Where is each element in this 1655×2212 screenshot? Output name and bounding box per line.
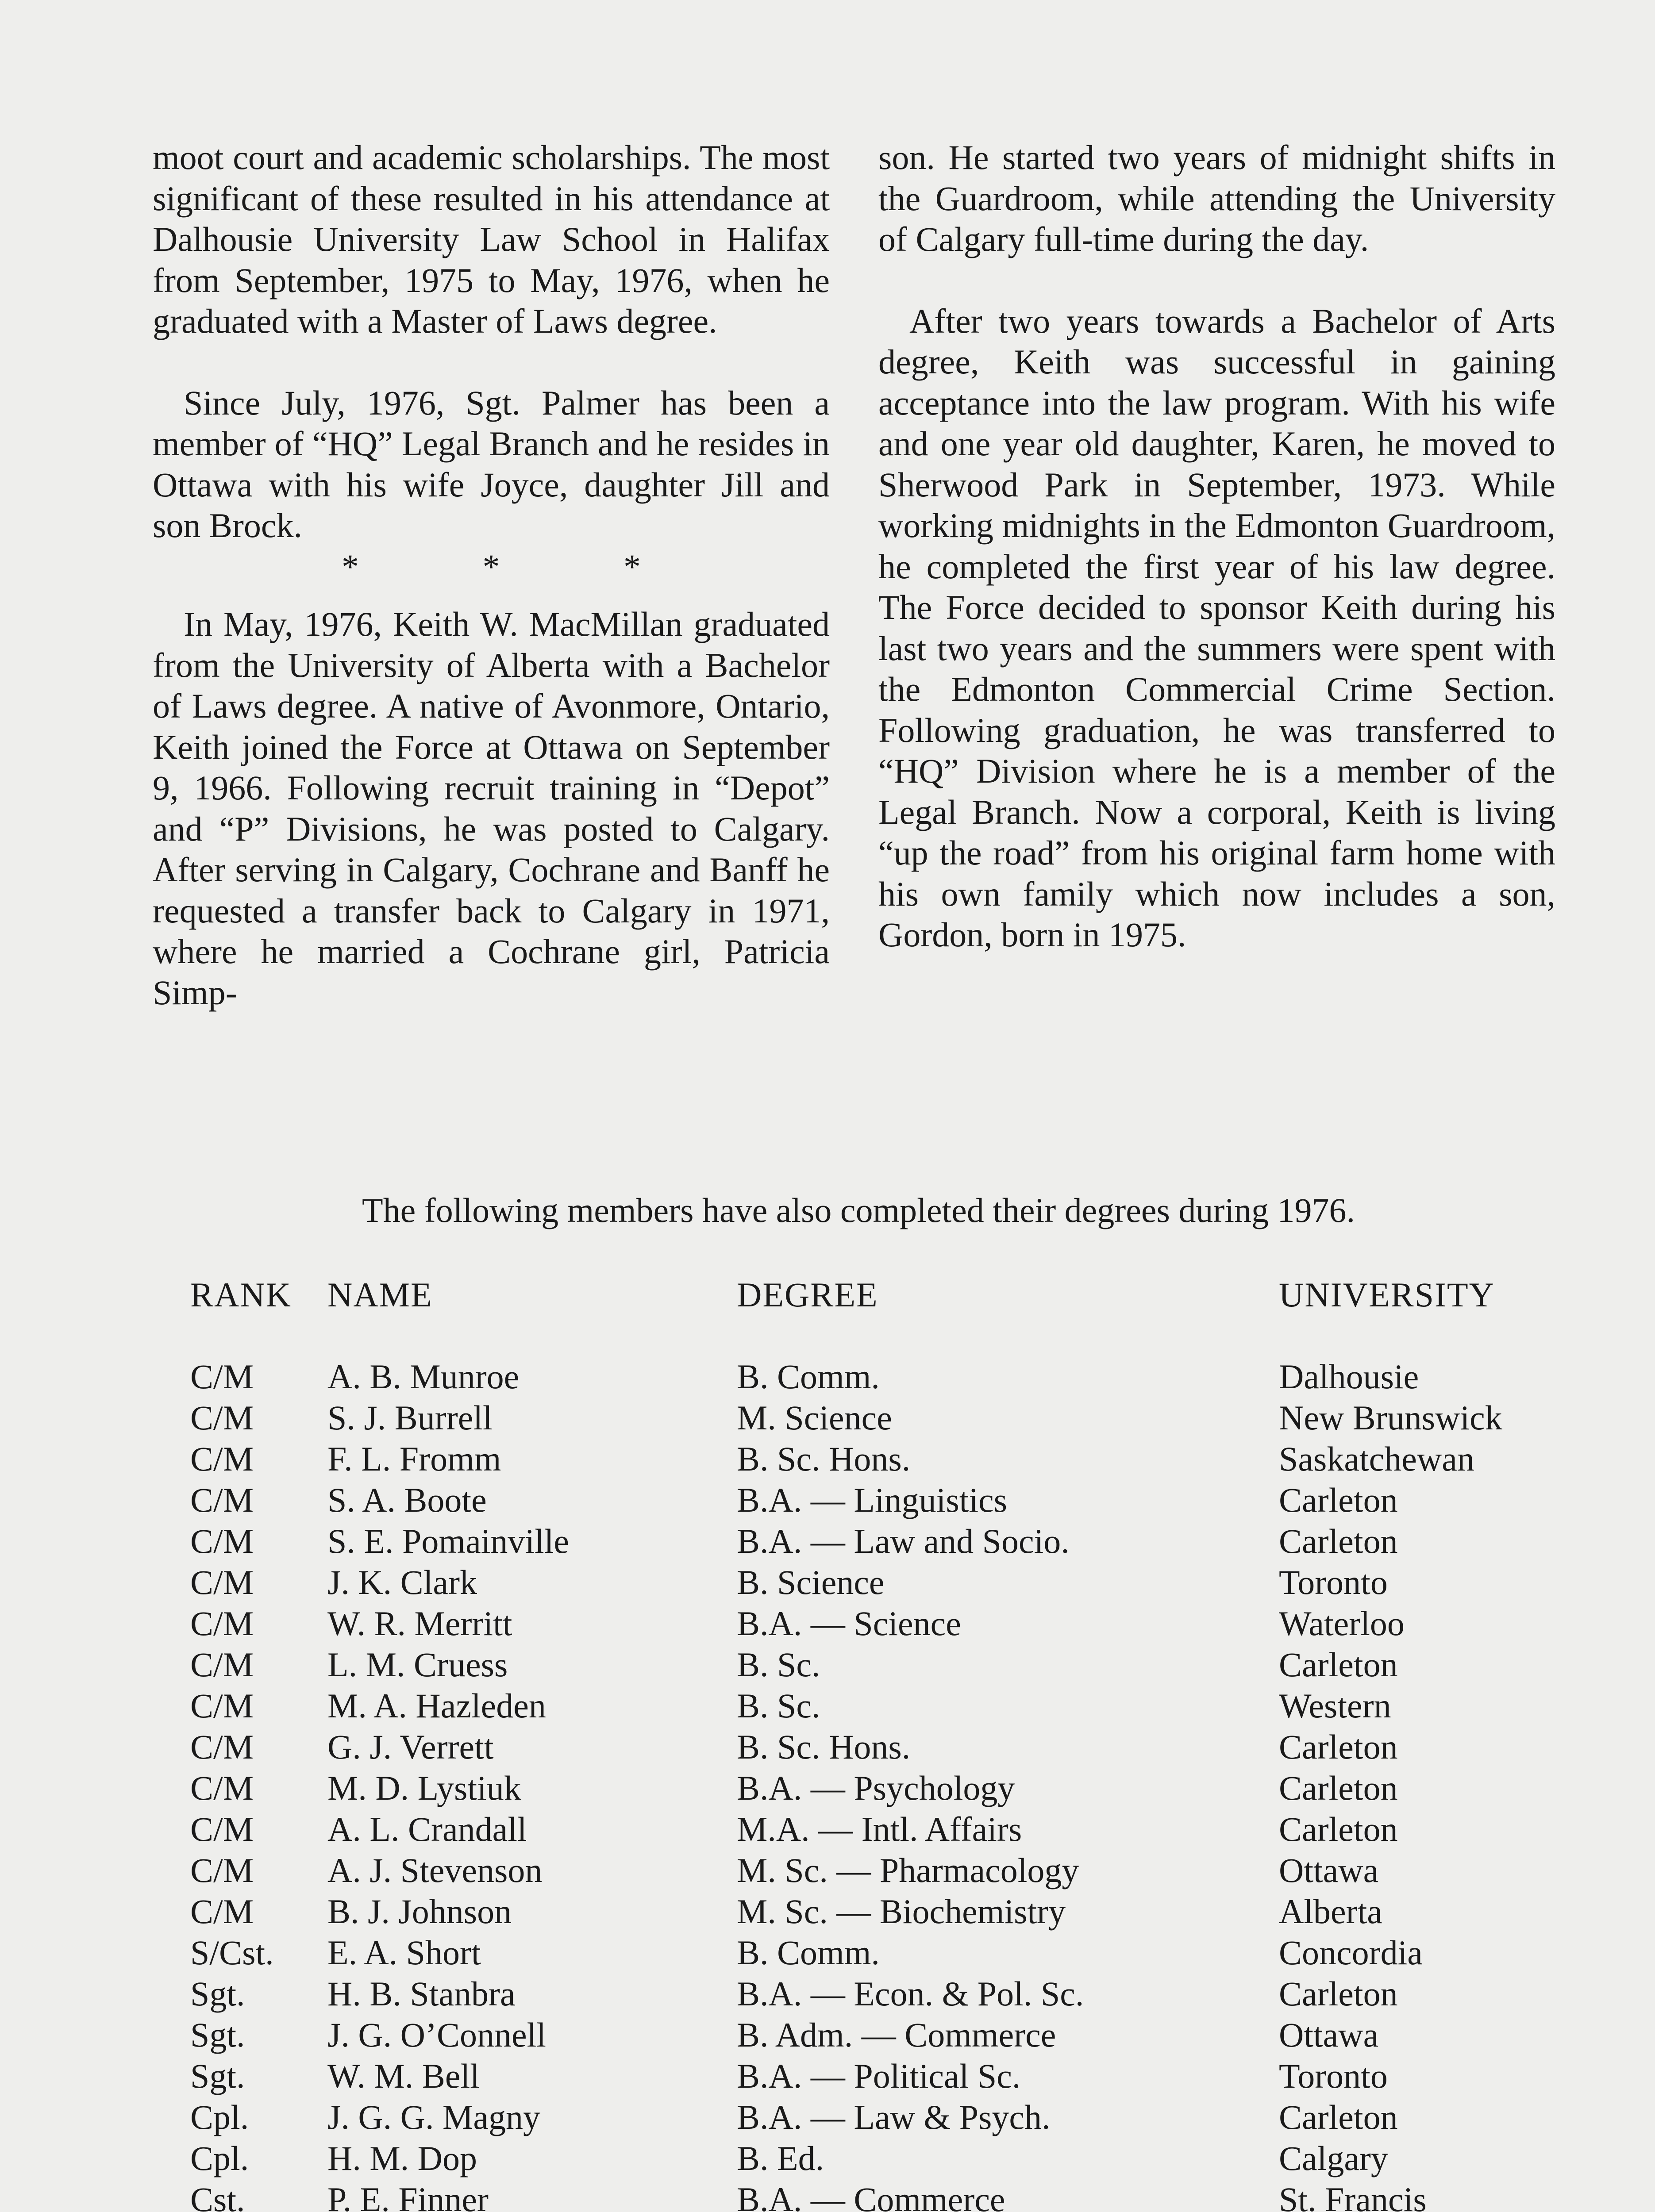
table-row [190, 1809, 1531, 1850]
cell-rank: Cpl. [190, 2098, 249, 2136]
cell-degree: B.A. — Commerce [737, 2180, 1005, 2212]
header-name: NAME [327, 1275, 433, 1314]
table-row [190, 1726, 1531, 1767]
cell-university: Toronto [1279, 1563, 1388, 1601]
cell-rank: C/M [190, 1769, 254, 1807]
table-row [190, 1479, 1531, 1521]
cell-university: Dalhousie [1279, 1357, 1419, 1396]
cell-university: Waterloo [1279, 1604, 1405, 1643]
cell-university: Calgary [1279, 2139, 1388, 2177]
cell-university: Carleton [1279, 2098, 1398, 2136]
cell-rank: C/M [190, 1563, 254, 1601]
cell-name: F. L. Fromm [327, 1440, 501, 1478]
cell-name: A. L. Crandall [327, 1810, 527, 1848]
table-row [190, 1603, 1531, 1644]
cell-degree: B.A. — Psychology [737, 1769, 1015, 1807]
cell-degree: B. Sc. [737, 1686, 820, 1725]
cell-name: W. R. Merritt [327, 1604, 512, 1643]
cell-rank: C/M [190, 1481, 254, 1519]
cell-degree: B. Sc. Hons. [737, 1440, 911, 1478]
paragraph: In May, 1976, Keith W. MacMillan graduated from the University of Alberta with a Bachelor of Laws degree. A native of Avonmore, Ontario, Keith joined the Force at Ottawa on September 9, 1966. Following recruit training in “Depot” and “P” Divisions, he was posted to Calgary. After serving in Calgary, Cochrane and Banff he requested a transfer back to Calgary in 1971, where he married a Cochrane girl, Patricia Simp- [153, 605, 830, 1012]
cell-degree: B. Comm. [737, 1933, 880, 1972]
cell-rank: C/M [190, 1357, 254, 1396]
right-column [878, 137, 1555, 996]
cell-name: W. M. Bell [327, 2057, 480, 2095]
cell-rank: C/M [190, 1810, 254, 1848]
cell-rank: Cpl. [190, 2139, 249, 2177]
header-degree: DEGREE [737, 1275, 878, 1314]
cell-degree: B.A. — Econ. & Pol. Sc. [737, 1974, 1084, 2013]
cell-degree: B. Comm. [737, 1357, 880, 1396]
cell-rank: C/M [190, 1440, 254, 1478]
cell-name: A. J. Stevenson [327, 1851, 543, 1889]
table-row [190, 1767, 1531, 1809]
cell-name: E. A. Short [327, 1933, 481, 1972]
cell-rank: Sgt. [190, 2057, 245, 2095]
cell-degree: B.A. — Science [737, 1604, 961, 1643]
paragraph: moot court and academic scholarships. The most significant of these resulted in his attendance at Dalhousie University Law School in Halifax from September, 1975 to May, 1976, when he graduated with a Master of Laws degree. [153, 138, 830, 340]
cell-university: Carleton [1279, 1810, 1398, 1848]
cell-name: L. M. Cruess [327, 1645, 508, 1684]
table-row [190, 2179, 1531, 2212]
cell-university: Toronto [1279, 2057, 1388, 2095]
cell-name: M. D. Lystiuk [327, 1769, 521, 1807]
cell-rank: C/M [190, 1645, 254, 1684]
table-row [190, 1438, 1531, 1479]
left-column [153, 137, 830, 1054]
cell-degree: B. Sc. Hons. [737, 1728, 911, 1766]
cell-name: H. B. Stanbra [327, 1974, 516, 2013]
cell-degree: B. Sc. [737, 1645, 820, 1684]
cell-rank: Sgt. [190, 2016, 245, 2054]
cell-name: S. E. Pomainville [327, 1522, 569, 1560]
table-intro: The following members have also completed their degrees during 1976. [362, 1191, 1355, 1229]
cell-degree: B.A. — Law and Socio. [737, 1522, 1070, 1560]
cell-university: Carleton [1279, 1481, 1398, 1519]
table-row [190, 1521, 1531, 1562]
cell-name: P. E. Finner [327, 2180, 489, 2212]
table-row [190, 1973, 1531, 2014]
table-body [190, 1356, 1531, 2212]
table-row [190, 2014, 1531, 2055]
cell-university: Ottawa [1279, 2016, 1379, 2054]
table-row [190, 1685, 1531, 1726]
cell-degree: M. Sc. — Pharmacology [737, 1851, 1079, 1889]
table-row [190, 1850, 1531, 1891]
table-row [190, 2138, 1531, 2179]
cell-university: Concordia [1279, 1933, 1423, 1972]
cell-degree: M. Science [737, 1398, 892, 1437]
cell-name: H. M. Dop [327, 2139, 477, 2177]
cell-rank: C/M [190, 1522, 254, 1560]
cell-name: S. J. Burrell [327, 1398, 493, 1437]
cell-university: Western [1279, 1686, 1391, 1725]
cell-university: Alberta [1279, 1892, 1382, 1931]
cell-degree: B.A. — Linguistics [737, 1481, 1008, 1519]
paragraph: son. He started two years of midnight shifts in the Guardroom, while attending the University of Calgary full-time during the day. [878, 138, 1555, 258]
table-row [190, 2055, 1531, 2097]
paragraph: Since July, 1976, Sgt. Palmer has been a member of “HQ” Legal Branch and he resides in Ottawa with his wife Joyce, daughter Jill and son Brock. [153, 383, 830, 545]
cell-name: M. A. Hazleden [327, 1686, 546, 1725]
cell-rank: C/M [190, 1892, 254, 1931]
table-row [190, 1644, 1531, 1685]
cell-name: S. A. Boote [327, 1481, 487, 1519]
cell-degree: B. Science [737, 1563, 885, 1601]
cell-rank: C/M [190, 1728, 254, 1766]
cell-name: J. G. O’Connell [327, 2016, 546, 2054]
cell-rank: C/M [190, 1851, 254, 1889]
cell-rank: C/M [190, 1398, 254, 1437]
cell-rank: Sgt. [190, 1974, 245, 2013]
table-row [190, 1397, 1531, 1438]
cell-name: J. G. G. Magny [327, 2098, 540, 2136]
cell-degree: B.A. — Law & Psych. [737, 2098, 1051, 2136]
cell-name: J. K. Clark [327, 1563, 477, 1601]
table-row [190, 1891, 1531, 1932]
cell-name: G. J. Verrett [327, 1728, 494, 1766]
cell-degree: M.A. — Intl. Affairs [737, 1810, 1022, 1848]
cell-university: Carleton [1279, 1974, 1398, 2013]
table-row [190, 1932, 1531, 1973]
cell-degree: B. Ed. [737, 2139, 824, 2177]
table-row [190, 1562, 1531, 1603]
cell-rank: C/M [190, 1686, 254, 1725]
cell-degree: B. Adm. — Commerce [737, 2016, 1056, 2054]
cell-university: Carleton [1279, 1645, 1398, 1684]
cell-university: Carleton [1279, 1769, 1398, 1807]
cell-university: New Brunswick [1279, 1398, 1502, 1437]
cell-university: St. Francis [1279, 2180, 1427, 2212]
cell-university: Ottawa [1279, 1851, 1379, 1889]
cell-name: A. B. Munroe [327, 1357, 520, 1396]
cell-university: Saskatchewan [1279, 1440, 1474, 1478]
header-university: UNIVERSITY [1279, 1275, 1495, 1314]
cell-rank: Cst. [190, 2180, 245, 2212]
cell-name: B. J. Johnson [327, 1892, 512, 1931]
cell-degree: M. Sc. — Biochemistry [737, 1892, 1066, 1931]
table-header [190, 1274, 1531, 1356]
section-separator: * * * [342, 547, 698, 586]
paragraph: After two years towards a Bachelor of Arts degree, Keith was successful in gaining acceptance into the law program. With his wife and one year old daughter, Karen, he moved to Sherwood Park in September, 1973. While working midnights in the Edmonton Guardroom, he completed the first year of his law degree. The Force decided to sponsor Keith during his last two years and the summers were spent with the Edmonton Commercial Crime Section. Following graduation, he was transferred to “HQ” Division where he is a member of the Legal Branch. Now a corporal, Keith is living “up the road” from his original farm home with his own family which now includes a son, Gordon, born in 1975. [878, 301, 1555, 954]
header-rank: RANK [190, 1275, 292, 1314]
degrees-table [190, 1274, 1531, 2212]
cell-university: Carleton [1279, 1522, 1398, 1560]
cell-rank: C/M [190, 1604, 254, 1643]
table-row [190, 1356, 1531, 1397]
cell-university: Carleton [1279, 1728, 1398, 1766]
table-row [190, 2097, 1531, 2138]
cell-rank: S/Cst. [190, 1933, 274, 1972]
cell-degree: B.A. — Political Sc. [737, 2057, 1021, 2095]
